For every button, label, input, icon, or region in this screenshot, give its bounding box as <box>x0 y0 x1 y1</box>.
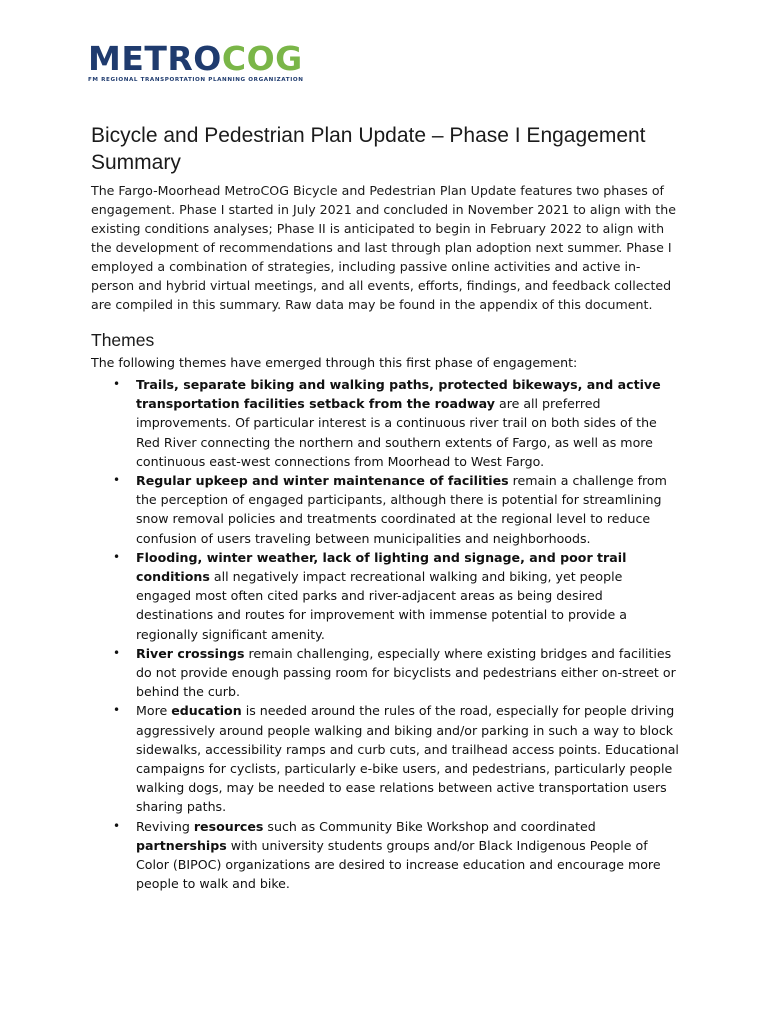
document-body <box>91 122 681 893</box>
theme-pre-text: More <box>136 703 172 719</box>
metrocog-logo <box>88 39 304 83</box>
theme-pre-text: Reviving <box>136 818 194 834</box>
bullet-icon: • <box>113 818 121 833</box>
theme-text: are all preferred improvements. Of particular interest is a continuous river trail on both sides of the Red River connecting the northern and southern extents of Fargo, as well as more continuous east-west connections from Moorhead to West Fargo. <box>136 396 657 469</box>
theme-item <box>91 817 681 894</box>
theme-item <box>91 471 681 548</box>
theme-bold-text: resources <box>193 818 264 834</box>
theme-bold-text: Regular upkeep and winter maintenance of facilities <box>136 473 509 489</box>
theme-item <box>91 701 681 816</box>
logo-cog-text: COG <box>221 39 303 78</box>
themes-list <box>91 375 681 893</box>
theme-bold-text: Trails, separate biking and walking paths, protected bikeways, and active transportation facilities setback from the roadway <box>136 377 661 412</box>
theme-item <box>91 548 681 644</box>
theme-text: remain a challenge from the perception of engaged participants, although there is potential for streamlining snow removal policies and treatments coordinated at the regional level to reduce confusion of users traveling between municipalities and neighborhoods. <box>136 473 667 546</box>
intro-paragraph: The Fargo-Moorhead MetroCOG Bicycle and Pedestrian Plan Update features two phases of engagement. Phase I started in July 2021 and concluded in November 2021 to align with the existing conditions analyses; Phase II is anticipated to begin in February 2022 to align with the development of recommendations and last through plan adoption next summer. Phase I employed a combination of strategies, including passive online activities and active in-person and hybrid virtual meetings, and all events, efforts, findings, and feedback collected are compiled in this summary. Raw data may be found in the appendix of this document. <box>91 183 676 312</box>
theme-bold-text: education <box>171 703 242 719</box>
bullet-icon: • <box>113 703 121 718</box>
theme-item <box>91 375 681 471</box>
bullet-icon: • <box>113 473 121 488</box>
logo-metro-text: METRO <box>88 39 222 78</box>
theme-text: remain challenging, especially where existing bridges and facilities do not provide enough passing room for bicyclists and pedestrians either on-street or behind the curb. <box>136 645 676 700</box>
theme-text: all negatively impact recreational walking and biking, yet people engaged most often cited parks and river-adjacent areas as being desired destinations and routes for improvement with immense potential to provide a regionally significant amenity. <box>136 569 627 642</box>
theme-bold-text-2: partnerships <box>136 837 227 853</box>
themes-intro: The following themes have emerged through this first phase of engagement: <box>91 355 578 370</box>
theme-text: is needed around the rules of the road, especially for people driving aggressively around people walking and biking and/or parking in such a way to block sidewalks, accessibility ramps and curb cuts, and trailhead access points. Educational campaigns for cyclists, particularly e-bike users, and pedestrians, particularly people walking dogs, may be needed to ease relations between active transportation users sharing paths. <box>136 703 679 815</box>
logo-subtitle: FM REGIONAL TRANSPORTATION PLANNING ORGANIZATION <box>88 77 304 83</box>
bullet-icon: • <box>113 549 121 564</box>
theme-text-2: with university students groups and/or Black Indigenous People of Color (BIPOC) organizations are desired to increase education and encourage more people to walk and bike. <box>136 837 661 892</box>
theme-text: such as Community Bike Workshop and coordinated <box>263 818 596 834</box>
document-title: Bicycle and Pedestrian Plan Update – Phase I Engagement Summary <box>91 124 646 174</box>
bullet-icon: • <box>113 645 121 660</box>
theme-bold-text: River crossings <box>136 645 245 661</box>
themes-heading: Themes <box>91 330 155 350</box>
bullet-icon: • <box>113 377 121 391</box>
logo-wordmark <box>88 39 303 78</box>
theme-bold-text: Flooding, winter weather, lack of lighting and signage, and poor trail conditions <box>136 549 627 585</box>
theme-item <box>91 644 681 702</box>
